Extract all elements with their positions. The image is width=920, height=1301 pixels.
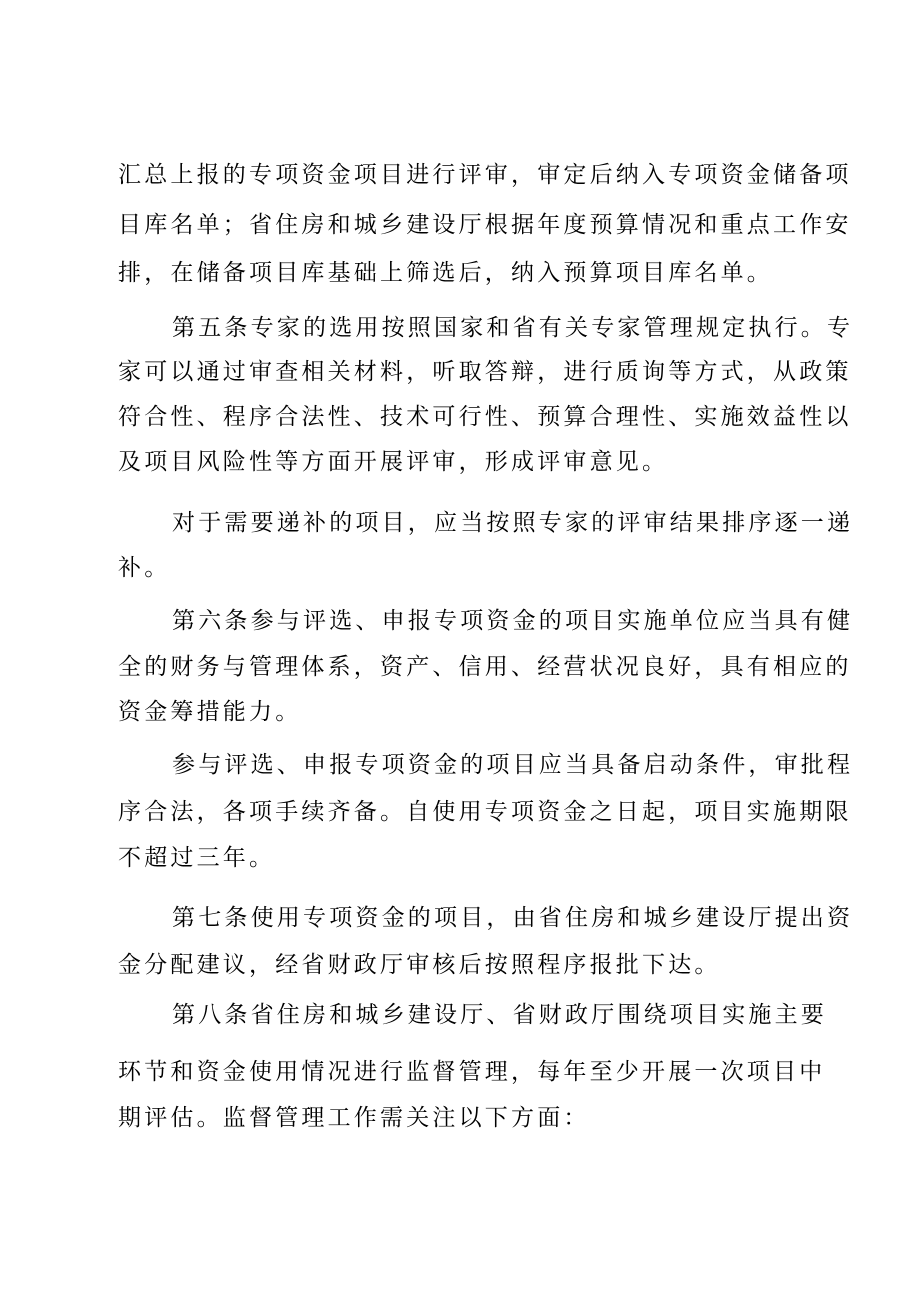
text-line: 对于需要递补的项目，应当按照专家的评审结果排序逐一递 <box>172 510 854 536</box>
text-line: 参与评选、申报专项资金的项目应当具备启动条件，审批程 <box>172 752 854 778</box>
text-line: 资金筹措能力。 <box>118 699 302 725</box>
text-line: 补。 <box>118 555 171 581</box>
text-line: 序合法，各项手续齐备。自使用专项资金之日起，项目实施期限 <box>118 799 852 825</box>
text-line: 环节和资金使用情况进行监督管理，每年至少开展一次项目中 <box>118 1059 826 1085</box>
text-line: 家可以通过审查相关材料，听取答辩，进行质询等方式，从政策 <box>118 359 852 385</box>
text-line: 目库名单；省住房和城乡建设厅根据年度预算情况和重点工作安 <box>118 212 852 238</box>
text-line: 第七条使用专项资金的项目，由省住房和城乡建设厅提出资 <box>172 905 854 931</box>
text-line: 期评估。监督管理工作需关注以下方面： <box>118 1105 590 1131</box>
text-line: 金分配建议，经省财政厅审核后按照程序报批下达。 <box>118 952 721 978</box>
text-line: 第八条省住房和城乡建设厅、省财政厅围绕项目实施主要 <box>172 1002 827 1028</box>
text-line: 不超过三年。 <box>118 845 276 871</box>
text-line: 符合性、程序合法性、技术可行性、预算合理性、实施效益性以 <box>118 404 852 430</box>
text-line: 第六条参与评选、申报专项资金的项目实施单位应当具有健 <box>172 608 854 634</box>
text-line: 及项目风险性等方面开展评审，形成评审意见。 <box>118 449 669 475</box>
text-line: 排，在储备项目库基础上筛选后，纳入预算项目库名单。 <box>118 260 773 286</box>
text-line: 第五条专家的选用按照国家和省有关专家管理规定执行。专 <box>172 315 854 341</box>
text-line: 汇总上报的专项资金项目进行评审，审定后纳入专项资金储备项 <box>118 162 852 188</box>
text-line: 全的财务与管理体系，资产、信用、经营状况良好，具有相应的 <box>118 654 852 680</box>
